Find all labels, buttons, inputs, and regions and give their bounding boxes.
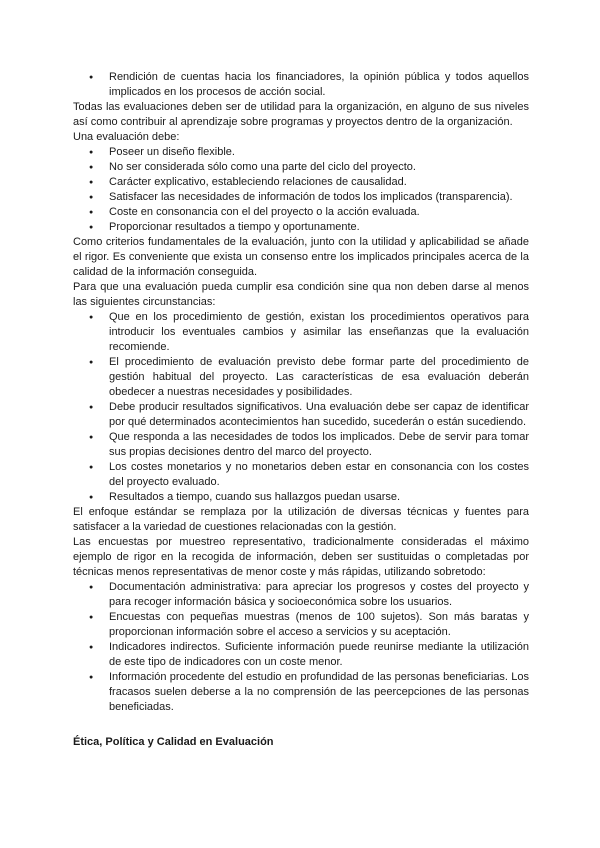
list-item: ● Debe producir resultados significativos. Una evaluación debe ser capaz de identificar por qué determinados acontecimientos han sucedido, sucederán o están sucediendo. — [73, 400, 529, 430]
circumstances-list — [73, 310, 529, 505]
list-item: ● Poseer un diseño flexible. — [73, 145, 529, 160]
list-item: ● Resultados a tiempo, cuando sus hallazgos puedan usarse. — [73, 490, 529, 505]
approach-paragraph: El enfoque estándar se remplaza por la utilización de diversas técnicas y fuentes para satisfacer a la variedad de cuestiones relacionadas con la gestión. — [73, 506, 529, 533]
list-item: ● Información procedente del estudio en profundidad de las personas beneficiarias. Los fracasos suelen deberse a la no comprensión de las peercepciones de las personas beneficiadas. — [73, 670, 529, 715]
list-item: ● Rendición de cuentas hacia los financiadores, la opinión pública y todos aquellos implicados en los procesos de acción social. — [73, 70, 529, 100]
list-item: ● Encuestas con pequeñas muestras (menos de 100 sujetos). Son más baratas y proporcionan información sobre el acceso a servicios y su aceptación. — [73, 610, 529, 640]
accountability-list — [73, 70, 529, 100]
list-item: ● Que responda a las necesidades de todos los implicados. Debe de servir para tomar sus propias decisiones dentro del marco del proyecto. — [73, 430, 529, 460]
list-item: ● Coste en consonancia con el del proyecto o la acción evaluada. — [73, 205, 529, 220]
criteria-paragraph: Como criterios fundamentales de la evaluación, junto con la utilidad y aplicabilidad se añade el rigor. Es conveniente que exista un consenso entre los implicados principales acerca de la calidad de la información conseguida. — [73, 236, 529, 278]
list-item: ● No ser considerada sólo como una parte del ciclo del proyecto. — [73, 160, 529, 175]
list-item: ● Documentación administrativa: para apreciar los progresos y costes del proyecto y para recoger información básica y socioeconómica sobre los usuarios. — [73, 580, 529, 610]
list-item: ● Los costes monetarios y no monetarios deben estar en consonancia con los costes del proyecto evaluado. — [73, 460, 529, 490]
section-heading: Ética, Política y Calidad en Evaluación — [73, 736, 274, 748]
document-page — [73, 70, 529, 750]
must-intro-paragraph: Una evaluación debe: — [73, 131, 180, 143]
utility-paragraph: Todas las evaluaciones deben ser de utilidad para la organización, en alguno de sus niveles así como contribuir al aprendizaje sobre programas y proyectos dentro de la organización. — [73, 101, 529, 128]
requirements-list — [73, 145, 529, 235]
list-item: ● Carácter explicativo, estableciendo relaciones de causalidad. — [73, 175, 529, 190]
list-item: ● Indicadores indirectos. Suficiente información puede reunirse mediante la utilización de este tipo de indicadores con un coste menor. — [73, 640, 529, 670]
surveys-paragraph: Las encuestas por muestreo representativo, tradicionalmente consideradas el máximo ejemplo de rigor en la recogida de información, deben ser sustituidas o completadas por técnicas menos representativas de menor coste y más rápidas, utilizando sobretodo: — [73, 536, 529, 578]
techniques-list — [73, 580, 529, 715]
list-item: ● Proporcionar resultados a tiempo y oportunamente. — [73, 220, 529, 235]
condition-paragraph: Para que una evaluación pueda cumplir esa condición sine qua non deben darse al menos las siguientes circunstancias: — [73, 281, 529, 308]
list-item: ● El procedimiento de evaluación previsto debe formar parte del procedimiento de gestión habitual del proyecto. Las características de esa evaluación deberán obedecer a nuestras necesidades y posibilidades. — [73, 355, 529, 400]
list-item: ● Satisfacer las necesidades de información de todos los implicados (transparencia). — [73, 190, 529, 205]
list-item: ● Que en los procedimiento de gestión, existan los procedimientos operativos para introducir los eventuales cambios y asimilar las enseñanzas que la evaluación recomiende. — [73, 310, 529, 355]
